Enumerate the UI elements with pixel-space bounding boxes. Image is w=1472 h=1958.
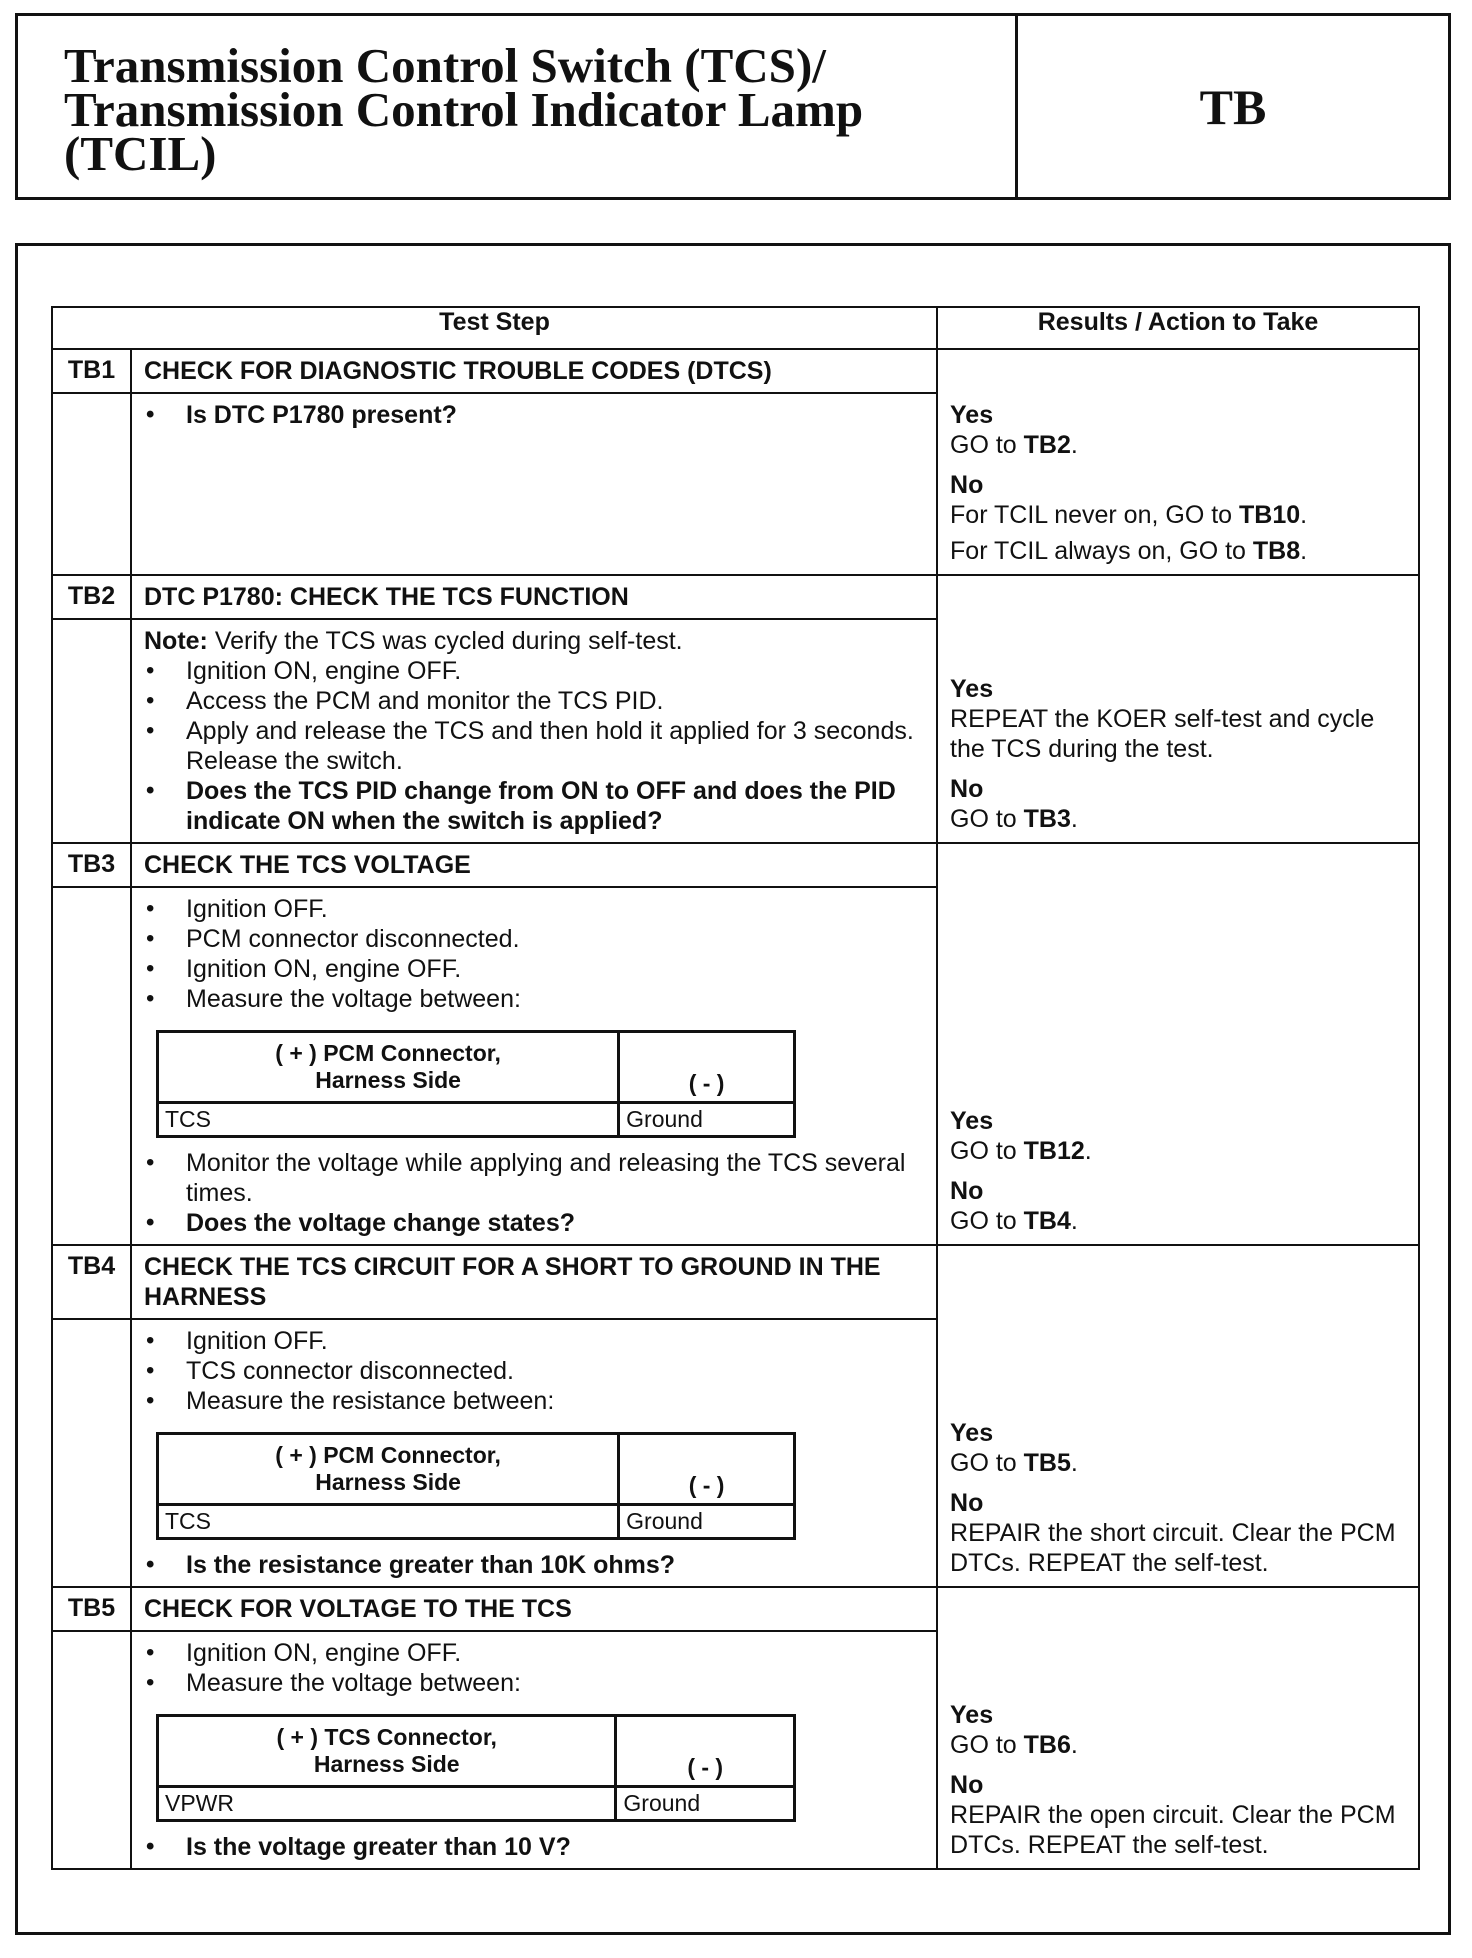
step-id: TB4 [52,1245,131,1319]
yes-action: REPEAT the KOER self-test and cycle the TCS during the test. [950,705,1375,763]
instruction: • PCM connector disconnected. [144,924,924,954]
yes-label: Yes [950,1701,994,1729]
measurement-table [156,1714,796,1822]
meas-header-positive: ( + ) PCM Connector, Harness Side [158,1434,619,1505]
yes-action: GO to TB2. [950,431,1078,459]
step-id: TB2 [52,575,131,619]
note: Note: Verify the TCS was cycled during self-test. [144,627,683,655]
page-title [18,16,1018,197]
step-title-row [52,1245,1419,1319]
section-code: TB [1199,78,1267,135]
instruction: • Ignition ON, engine OFF. [144,954,924,984]
title-line-1: Transmission Control Switch (TCS)/ [64,38,826,93]
meas-header-positive: ( + ) PCM Connector, Harness Side [158,1032,619,1103]
step-body [131,619,937,843]
no-label: No [950,775,984,803]
meas-cell: TCS [158,1505,619,1539]
instruction: • TCS connector disconnected. [144,1356,924,1386]
instruction: • Ignition OFF. [144,894,924,924]
yes-label: Yes [950,1107,994,1135]
question: • Is the resistance greater than 10K ohms? [144,1550,924,1580]
no-action: For TCIL always on, GO to TB8. [950,537,1308,565]
instruction: • Ignition ON, engine OFF. [144,656,924,686]
measurement-table [156,1030,796,1138]
step-body [131,1631,937,1869]
question: • Does the voltage change states? [144,1208,924,1238]
question: • Does the TCS PID change from ON to OFF and does the PID indicate ON when the switch is applied? [144,776,924,836]
measurement-table [156,1432,796,1540]
instruction: • Measure the voltage between: [144,1668,924,1698]
no-action: REPAIR the open circuit. Clear the PCM DTCs. REPEAT the self-test. [950,1801,1396,1859]
yes-action: GO to TB5. [950,1449,1078,1477]
no-label: No [950,1489,984,1517]
step-id: TB3 [52,843,131,887]
no-label: No [950,1771,984,1799]
step-body [131,887,937,1245]
meas-cell: Ground [619,1505,795,1539]
yes-label: Yes [950,1419,994,1447]
yes-action: GO to TB6. [950,1731,1078,1759]
table-header-row [52,307,1419,349]
meas-header-negative: ( - ) [619,1032,795,1103]
step-title: DTC P1780: CHECK THE TCS FUNCTION [131,575,937,619]
instruction: • Ignition ON, engine OFF. [144,1638,924,1668]
page-header [15,13,1451,200]
step-id: TB1 [52,349,131,393]
question: • Is the voltage greater than 10 V? [144,1832,924,1862]
instruction: • Monitor the voltage while applying and releasing the TCS several times. [144,1148,924,1208]
instruction: • Ignition OFF. [144,1326,924,1356]
instruction: • Measure the voltage between: [144,984,924,1014]
meas-header-positive: ( + ) TCS Connector, Harness Side [158,1716,616,1787]
no-action: For TCIL never on, GO to TB10. [950,501,1308,529]
step-title-row [52,575,1419,619]
step-title-row [52,349,1419,393]
question: • Is DTC P1780 present? [144,400,924,430]
meas-cell: Ground [619,1103,795,1137]
step-results [937,843,1419,1245]
step-title: CHECK THE TCS CIRCUIT FOR A SHORT TO GROUND IN THE HARNESS [131,1245,937,1319]
step-title: CHECK THE TCS VOLTAGE [131,843,937,887]
yes-label: Yes [950,401,994,429]
col-header-results: Results / Action to Take [937,307,1419,349]
title-line-3: (TCIL) [64,126,217,181]
meas-header-negative: ( - ) [616,1716,795,1787]
step-results [937,575,1419,843]
test-step-table [51,306,1420,1870]
step-results [937,1245,1419,1587]
no-action: GO to TB4. [950,1207,1078,1235]
content-frame [15,243,1451,1935]
meas-cell: Ground [616,1787,795,1821]
instruction: • Apply and release the TCS and then hold it applied for 3 seconds. Release the switch. [144,716,924,776]
col-header-test-step: Test Step [52,307,937,349]
no-action: GO to TB3. [950,805,1078,833]
meas-cell: TCS [158,1103,619,1137]
step-title: CHECK FOR VOLTAGE TO THE TCS [131,1587,937,1631]
meas-cell: VPWR [158,1787,616,1821]
step-body [131,393,937,575]
yes-action: GO to TB12. [950,1137,1092,1165]
instruction: • Access the PCM and monitor the TCS PID. [144,686,924,716]
step-title-row [52,843,1419,887]
yes-label: Yes [950,675,994,703]
step-body [131,1319,937,1587]
step-results [937,349,1419,575]
instruction: • Measure the resistance between: [144,1386,924,1416]
step-title-row [52,1587,1419,1631]
no-label: No [950,471,984,499]
no-action: REPAIR the short circuit. Clear the PCM DTCs. REPEAT the self-test. [950,1519,1396,1577]
meas-header-negative: ( - ) [619,1434,795,1505]
step-id: TB5 [52,1587,131,1631]
no-label: No [950,1177,984,1205]
title-line-2: Transmission Control Indicator Lamp [64,82,864,137]
step-title: CHECK FOR DIAGNOSTIC TROUBLE CODES (DTCS) [131,349,937,393]
step-results [937,1587,1419,1869]
